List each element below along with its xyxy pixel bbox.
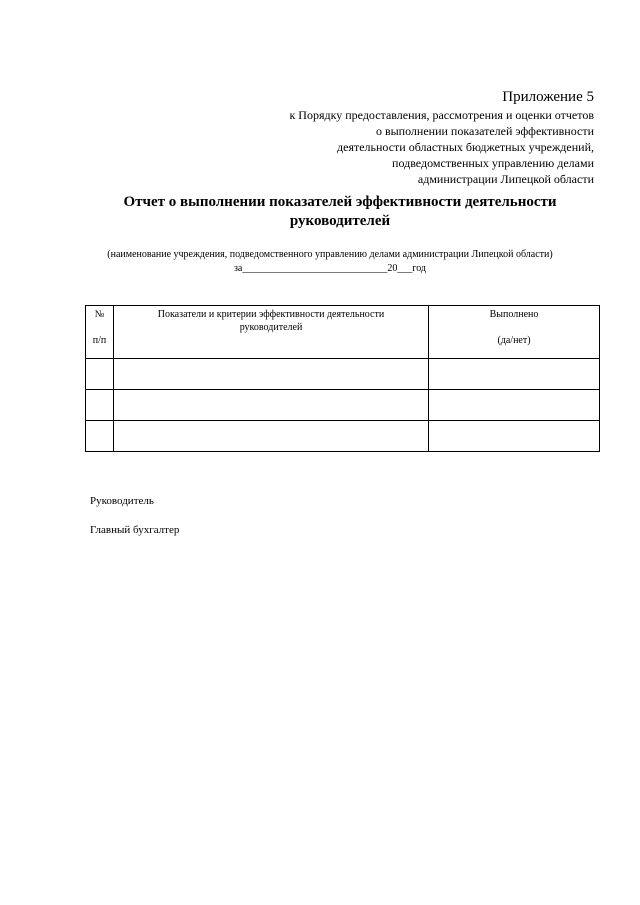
appendix-line: администрации Липецкой области (417, 172, 594, 186)
report-period: за_____________________________20___год (233, 263, 427, 274)
header-done (429, 306, 600, 359)
header-done-options: (да/нет) (497, 335, 531, 346)
appendix-line: подведомственных управлению делами (392, 156, 594, 170)
header-number (86, 306, 114, 359)
row-indicator-cell (114, 421, 429, 452)
row-done-cell (429, 421, 600, 452)
row-done-cell (429, 390, 600, 421)
header-indicators-line: руководителей (239, 322, 303, 333)
table-header-row (86, 306, 600, 359)
header-done-label: Выполнено (489, 309, 539, 320)
appendix-title: Приложение 5 (502, 89, 594, 105)
report-title (90, 193, 590, 231)
row-indicator-cell (114, 390, 429, 421)
table-row (86, 359, 600, 390)
organization-caption: (наименование учреждения, подведомственного управлению делами администрации Липецкой области) (107, 249, 553, 260)
header-number-symbol: № (94, 309, 105, 320)
row-done-cell (429, 359, 600, 390)
row-indicator-cell (114, 359, 429, 390)
header-indicators (114, 306, 429, 359)
indicators-table (85, 305, 600, 452)
table-row (86, 390, 600, 421)
appendix-line: к Порядку предоставления, рассмотрения и оценки отчетов (289, 108, 594, 122)
appendix-line: деятельности областных бюджетных учреждений, (337, 140, 594, 154)
header-indicators-line: Показатели и критерии эффективности деятельности (157, 309, 385, 320)
report-title-line: руководителей (289, 213, 391, 229)
row-number-cell (86, 421, 114, 452)
report-title-line: Отчет о выполнении показателей эффективности деятельности (123, 194, 557, 210)
signature-chief-accountant: Главный бухгалтер (90, 524, 180, 536)
appendix-line: о выполнении показателей эффективности (375, 124, 594, 138)
header-number-label: п/п (92, 335, 107, 346)
row-number-cell (86, 390, 114, 421)
table-row (86, 421, 600, 452)
row-number-cell (86, 359, 114, 390)
appendix-block (194, 88, 594, 187)
signature-head: Руководитель (90, 495, 154, 507)
